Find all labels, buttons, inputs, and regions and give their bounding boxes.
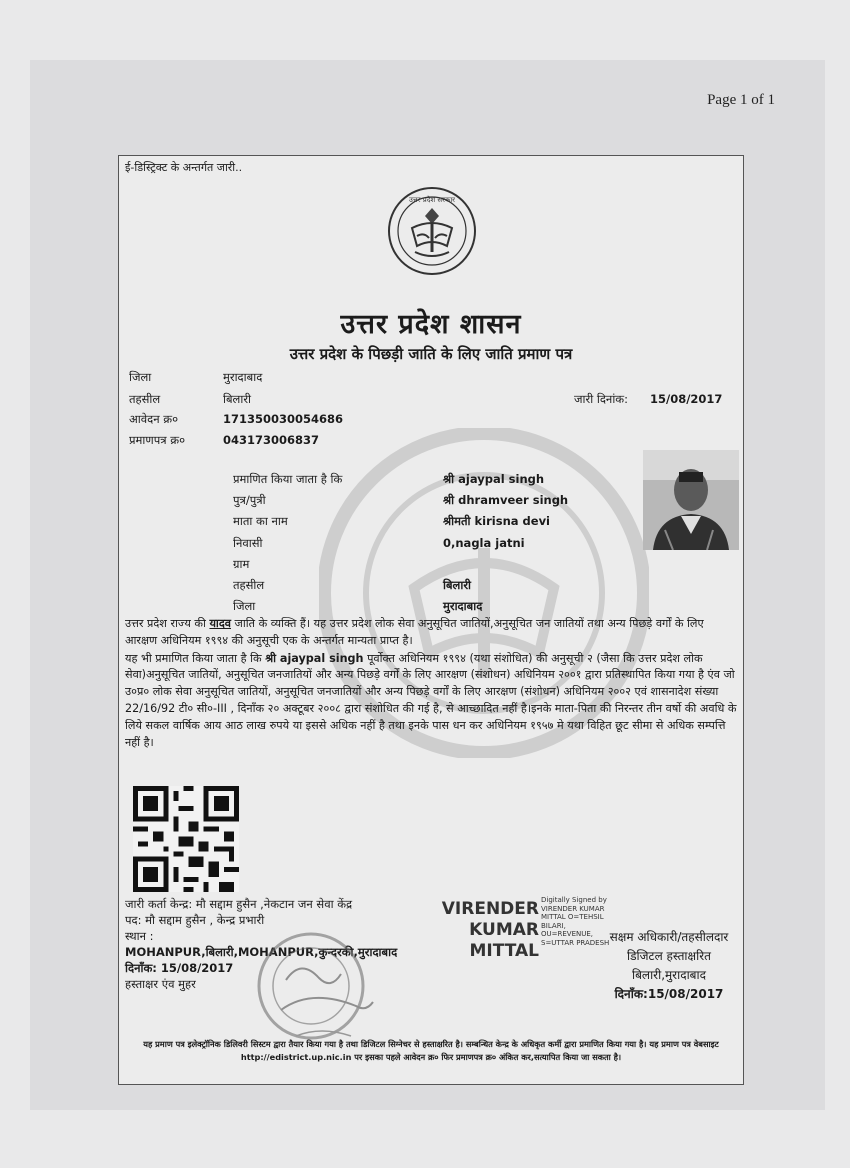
signature-seal-label: हस्ताक्षर एंव मुहर: [125, 977, 196, 991]
digital-signer-name: VIRENDER KUMAR MITTAL: [441, 899, 539, 961]
body-paragraph-1: उत्तर प्रदेश राज्य की यादव जाति के व्यक्ति हैं। यह उत्तर प्रदेश लोक सेवा अनुसूचित जातियों,अनुसूचित जन जातियों तथा अन्य पिछड़े वर्गों के लिए आरक्षण अधिनियम १९९४ की अनुसूची एक के अन्तर्गत मान्यता प्राप्त है।: [125, 617, 704, 647]
mother-label: माता का नाम: [233, 514, 288, 528]
authority-subtitle: डिजिटल हस्ताक्षरित: [627, 949, 711, 963]
certified-label: प्रमाणित किया जाता है कि: [233, 472, 343, 486]
issue-date-value: 15/08/2017: [650, 392, 723, 406]
parent-label: पुत्र/पुत्री: [233, 493, 266, 507]
body-applicant-name: श्री ajaypal singh: [265, 651, 364, 665]
authority-block: [599, 928, 739, 1004]
authority-date: दिनाँक:15/08/2017: [614, 987, 724, 1001]
district-label: जिला: [129, 370, 152, 384]
authority-place: बिलारी,मुरादाबाद: [631, 968, 707, 982]
document-subtitle: उत्तर प्रदेश के पिछड़ी जाति के लिए जाति प्रमाण पत्र: [289, 345, 573, 363]
district-value: मुरादाबाद: [223, 370, 263, 384]
person-district-label: जिला: [233, 599, 256, 613]
footer-note: यह प्रमाण पत्र इलेक्ट्रॉनिक डिलिवरी सिस्टम द्वारा तैयार किया गया है तथा डिजिटल सिग्नेचर से हस्ताक्षरित है। सम्बन्धित केन्द्र के अधिकृत कर्मी द्वारा प्रमाणित किया गया है। यह प्रमाण पत्र वेबसाइट http://edistrict.up.nic.in पर इसका पहले आवेदन क्र० फिर प्रमाणपत्र क्र० अंकित कर,सत्यापित किया जा सकता है।: [143, 1039, 719, 1062]
emblem-text: उत्तर प्रदेश सरकार: [408, 196, 456, 204]
applicant-name: श्री ajaypal singh: [443, 472, 545, 486]
certificate-body: [125, 616, 737, 752]
tehsil-label: तहसील: [129, 392, 161, 406]
body-paragraph-2: यह भी प्रमाणित किया जाता है कि श्री ajaypal singh पूर्वोक्त अधिनियम १९९४ (यथा संशोधित) की अनुसूची २ (जैसा कि उत्तर प्रदेश लोक सेवा)अनुसूचित जातियों, अनुसूचित जनजातियों और अन्य पिछड़े वर्गों के लिए आरक्षण (संशोधन) अधिनियम २००१ द्वारा प्रतिस्थापित किया गया है एंव जो उ०प्र० लोक सेवा अनुसूचित जातियों, अनुसूचित जनजातियों और अन्य पिछड़े वर्गों के लिए आरक्षण (संशोधन) अधिनियम २००२ एवं शासनादेश संख्या 22/16/92 टी० सी०-III , दिनाँक २० अक्टूबर २००८ द्वारा संशोधित की गई है, से आच्छादित नहीं है।इनके माता-पिता की निरन्तर तीन वर्षो की अवधि के लिये सकल वार्षिक आय आठ लाख रुपये या इससे अधिक नहीं है तथा इनके पास धन कर अधिनियम १९५७ मे यथा विहित छूट सीमा से अधिक सम्पत्ति नहीं है।: [125, 651, 737, 749]
certificate-number-value: 043173006837: [223, 433, 320, 447]
application-number-label: आवेदन क्र०: [129, 412, 179, 426]
issuer-designation: पद: मौ सद्दाम हुसैन , केन्द्र प्रभारी: [125, 913, 265, 927]
issuer-place-label: स्थान :: [125, 929, 154, 943]
resident-label: निवासी: [233, 536, 263, 550]
mother-name: श्रीमती kirisna devi: [443, 514, 551, 528]
village-label: ग्राम: [233, 557, 250, 571]
parent-name: श्री dhramveer singh: [443, 493, 569, 507]
header-note: ई-डिस्ट्रिक्ट के अन्तर्गत जारी..: [125, 161, 243, 174]
application-number-value: 171350030054686: [223, 412, 344, 426]
person-district-value: मुरादाबाद: [443, 599, 483, 613]
document-title: उत्तर प्रदेश शासन: [340, 309, 522, 340]
up-government-emblem-icon: [387, 186, 477, 276]
caste-name: यादव: [209, 617, 231, 630]
rubber-stamp-icon: [241, 918, 391, 1058]
qr-code-icon: [133, 786, 239, 892]
page-indicator: Page 1 of 1: [707, 92, 775, 108]
person-tehsil-label: तहसील: [233, 578, 265, 592]
issuer-date: दिनाँक: 15/08/2017: [125, 961, 234, 975]
resident-value: 0,nagla jatni: [443, 536, 525, 550]
person-tehsil-value: बिलारी: [443, 578, 472, 592]
issuer-center: जारी कर्ता केन्द्र: मौ सद्दाम हुसैन ,नेकटान जन सेवा केंद्र: [125, 897, 353, 911]
issue-date-label: जारी दिनांक:: [574, 392, 629, 406]
digital-signature-details: Digitally Signed by VIRENDER KUMAR MITTAL O=TEHSIL BILARI, OU=REVENUE, S=UTTAR PRADESH: [541, 896, 610, 947]
issuer-place-value: MOHANPUR,बिलारी,MOHANPUR,कुन्दरकी,मुरादाबाद: [125, 945, 398, 959]
certificate-document: [118, 155, 744, 1085]
authority-title: सक्षम अधिकारी/तहसीलदार: [609, 930, 729, 944]
tehsil-value: बिलारी: [223, 392, 252, 406]
applicant-photo: [643, 450, 739, 550]
certificate-number-label: प्रमाणपत्र क्र०: [129, 433, 186, 447]
